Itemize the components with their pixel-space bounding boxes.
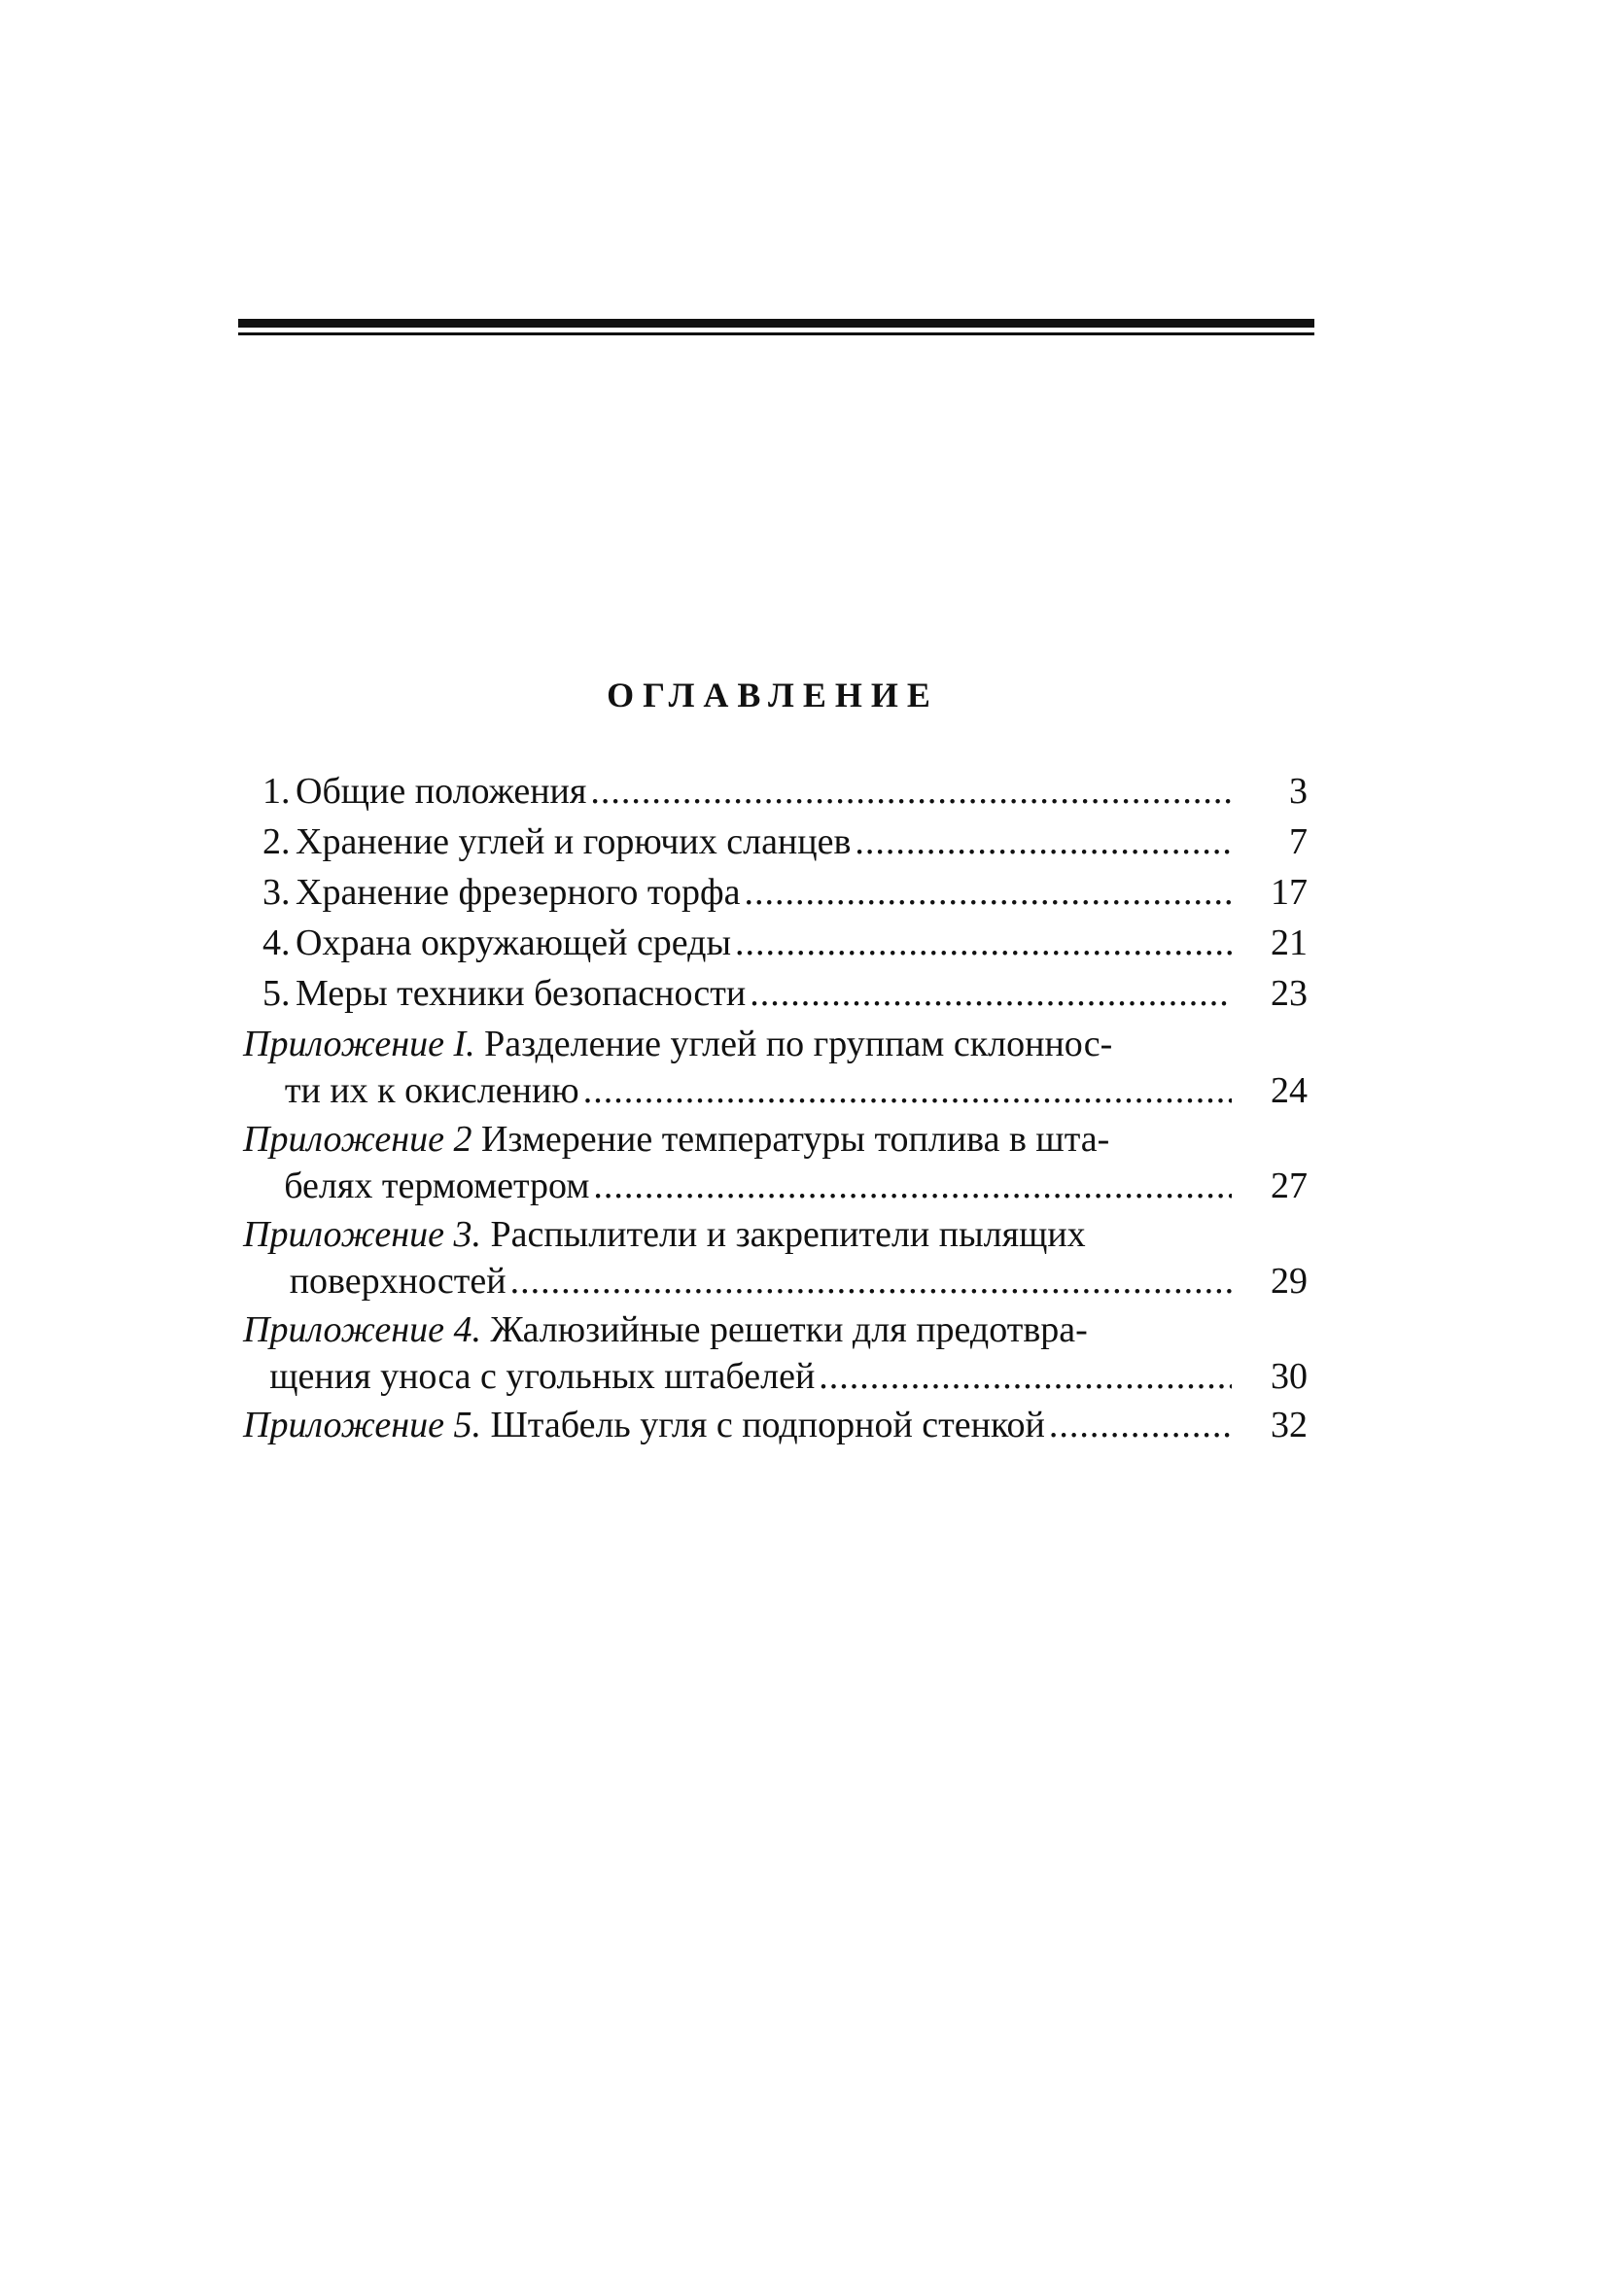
section-title: Меры техники безопасности: [296, 973, 747, 1014]
dot-leader: [819, 1353, 1232, 1400]
appendix-title-line2: ти их к окислению: [284, 1070, 579, 1111]
toc-entry-section-2[interactable]: [243, 818, 1308, 865]
toc-entry-appendix-3[interactable]: [243, 1211, 1308, 1305]
section-number: 2.: [262, 821, 291, 862]
page-number: 27: [1271, 1165, 1308, 1206]
dot-leader: [1049, 1402, 1232, 1448]
header-rule-thin: [238, 332, 1314, 335]
page-number: 32: [1271, 1405, 1308, 1445]
section-number: 5.: [262, 973, 291, 1014]
page-number: 21: [1271, 922, 1308, 963]
appendix-label: Приложение I.: [243, 1024, 475, 1064]
section-title: Хранение углей и горючих сланцев: [296, 821, 852, 862]
toc-title: ОГЛАВЛЕНИЕ: [607, 676, 939, 714]
toc-entry-appendix-5[interactable]: [243, 1402, 1308, 1448]
dot-leader: [510, 1258, 1232, 1305]
appendix-title-line1: Распылители и закрепители пылящих: [480, 1214, 1086, 1255]
section-number: 4.: [262, 922, 291, 963]
appendix-title-line1: Разделение углей по группам склоннос-: [474, 1024, 1113, 1064]
page-number: 23: [1271, 973, 1308, 1014]
dot-leader: [744, 869, 1232, 916]
section-number: 1.: [262, 771, 291, 812]
dot-leader: [590, 768, 1232, 815]
table-of-contents: [243, 768, 1308, 1450]
section-title: Общие положения: [296, 771, 587, 812]
section-title: Охрана окружающей среды: [296, 922, 732, 963]
appendix-title-line2: щения уноса с угольных штабелей: [269, 1356, 816, 1397]
toc-entry-appendix-1[interactable]: [243, 1021, 1308, 1114]
page-number: 7: [1289, 821, 1308, 862]
dot-leader: [735, 920, 1232, 966]
appendix-label: Приложение 4.: [243, 1309, 481, 1350]
appendix-title-line1: Штабель угля с подпорной стенкой: [480, 1405, 1045, 1445]
appendix-label: Приложение 5.: [243, 1405, 481, 1445]
toc-entry-section-5[interactable]: [243, 970, 1308, 1017]
toc-entry-section-1[interactable]: [243, 768, 1308, 815]
page-number: 3: [1289, 771, 1308, 812]
dot-leader: [855, 818, 1232, 865]
appendix-title-line1: Жалюзийные решетки для предотвра-: [480, 1309, 1088, 1350]
toc-entry-appendix-2[interactable]: [243, 1116, 1308, 1209]
page-number: 29: [1271, 1261, 1308, 1302]
page-number: 30: [1271, 1356, 1308, 1397]
header-rule-thick: [238, 319, 1314, 328]
toc-entry-section-4[interactable]: [243, 920, 1308, 966]
dot-leader: [750, 970, 1232, 1017]
appendix-label: Приложение 3.: [243, 1214, 481, 1255]
page-number: 24: [1271, 1070, 1308, 1111]
page-number: 17: [1271, 872, 1308, 913]
section-number: 3.: [262, 872, 291, 913]
section-title: Хранение фрезерного торфа: [296, 872, 741, 913]
appendix-title-line1: Измерение температуры топлива в шта-: [472, 1119, 1110, 1160]
toc-entry-appendix-4[interactable]: [243, 1306, 1308, 1400]
appendix-title-line2: белях термометром: [284, 1165, 590, 1206]
toc-entry-section-3[interactable]: [243, 869, 1308, 916]
appendix-label: Приложение 2: [243, 1119, 472, 1160]
dot-leader: [593, 1163, 1232, 1209]
dot-leader: [583, 1067, 1232, 1114]
appendix-title-line2: поверхностей: [289, 1261, 507, 1302]
